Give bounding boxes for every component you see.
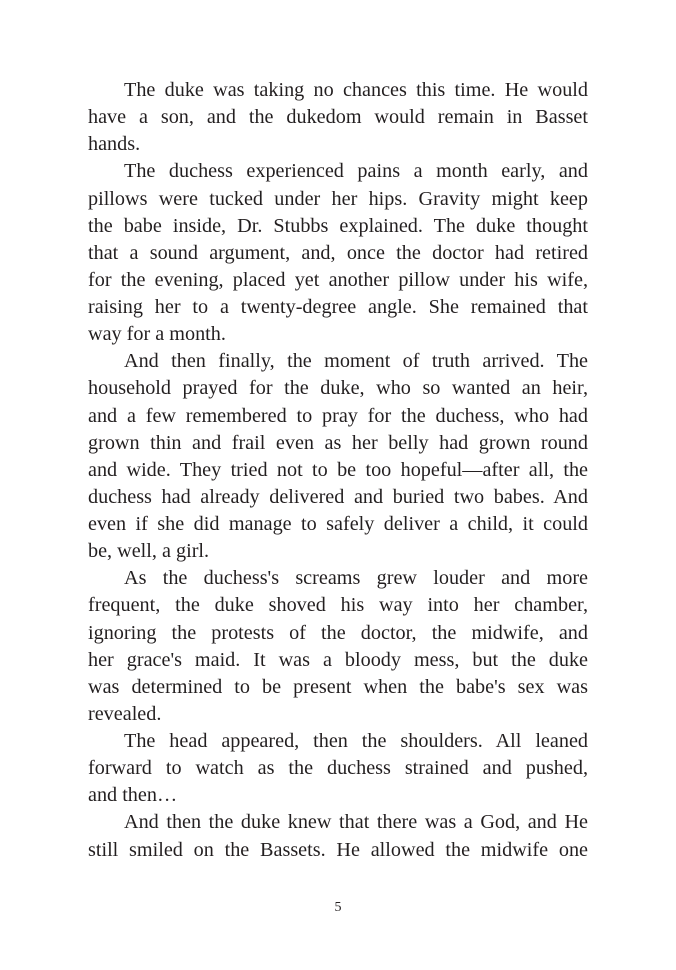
paragraph bbox=[88, 158, 588, 348]
text-line: even if she did manage to safely deliver a child, it could bbox=[88, 513, 588, 535]
text-line: The duchess experienced pains a month early, and bbox=[124, 160, 588, 183]
text-line: be, well, a girl. bbox=[88, 540, 210, 563]
paragraph bbox=[88, 728, 588, 809]
paragraph bbox=[88, 809, 588, 863]
text-line: duchess had already delivered and buried two babes. And bbox=[88, 485, 588, 508]
text-line: revealed. bbox=[88, 702, 162, 725]
paragraph bbox=[88, 348, 588, 565]
text-line: forward to watch as the duchess strained and pushed, bbox=[88, 757, 588, 780]
page-number: 5 bbox=[334, 900, 342, 915]
paragraph bbox=[88, 565, 588, 728]
text-line: still smiled on the Bassets. He allowed the midwife one bbox=[88, 838, 588, 861]
text-line: As the duchess's screams grew louder and more bbox=[124, 567, 588, 590]
text-line: for the evening, placed yet another pillow under his wife, bbox=[88, 268, 588, 291]
text-line: was determined to be present when the babe's sex was bbox=[88, 675, 588, 698]
text-line: way for a month. bbox=[88, 323, 226, 346]
body-text bbox=[88, 77, 588, 864]
text-line: and a few remembered to pray for the duchess, who had bbox=[88, 404, 588, 427]
text-line: The head appeared, then the shoulders. All leaned bbox=[124, 730, 588, 752]
text-line: grown thin and frail even as her belly had grown round bbox=[88, 431, 588, 454]
text-line: the babe inside, Dr. Stubbs explained. The duke thought bbox=[88, 214, 588, 237]
text-line: ignoring the protests of the doctor, the midwife, and bbox=[88, 621, 588, 644]
text-line: pillows were tucked under her hips. Gravity might keep bbox=[88, 187, 588, 210]
text-line: her grace's maid. It was a bloody mess, but the duke bbox=[88, 648, 588, 671]
text-line: hands. bbox=[88, 133, 141, 156]
text-line: and wide. They tried not to be too hopeful—after all, the bbox=[88, 458, 588, 481]
paragraph bbox=[88, 77, 588, 158]
text-line: have a son, and the dukedom would remain in Basset bbox=[88, 106, 588, 129]
text-line: The duke was taking no chances this time. He would bbox=[124, 79, 588, 101]
text-line: that a sound argument, and, once the doctor had retired bbox=[88, 241, 588, 264]
text-line: and then… bbox=[88, 784, 178, 807]
text-line: household prayed for the duke, who so wanted an heir, bbox=[88, 377, 588, 400]
text-line: And then the duke knew that there was a God, and He bbox=[124, 811, 588, 834]
text-line: raising her to a twenty-degree angle. She remained that bbox=[88, 296, 588, 318]
text-line: frequent, the duke shoved his way into her chamber, bbox=[88, 594, 588, 617]
text-line: And then finally, the moment of truth arrived. The bbox=[124, 350, 588, 373]
